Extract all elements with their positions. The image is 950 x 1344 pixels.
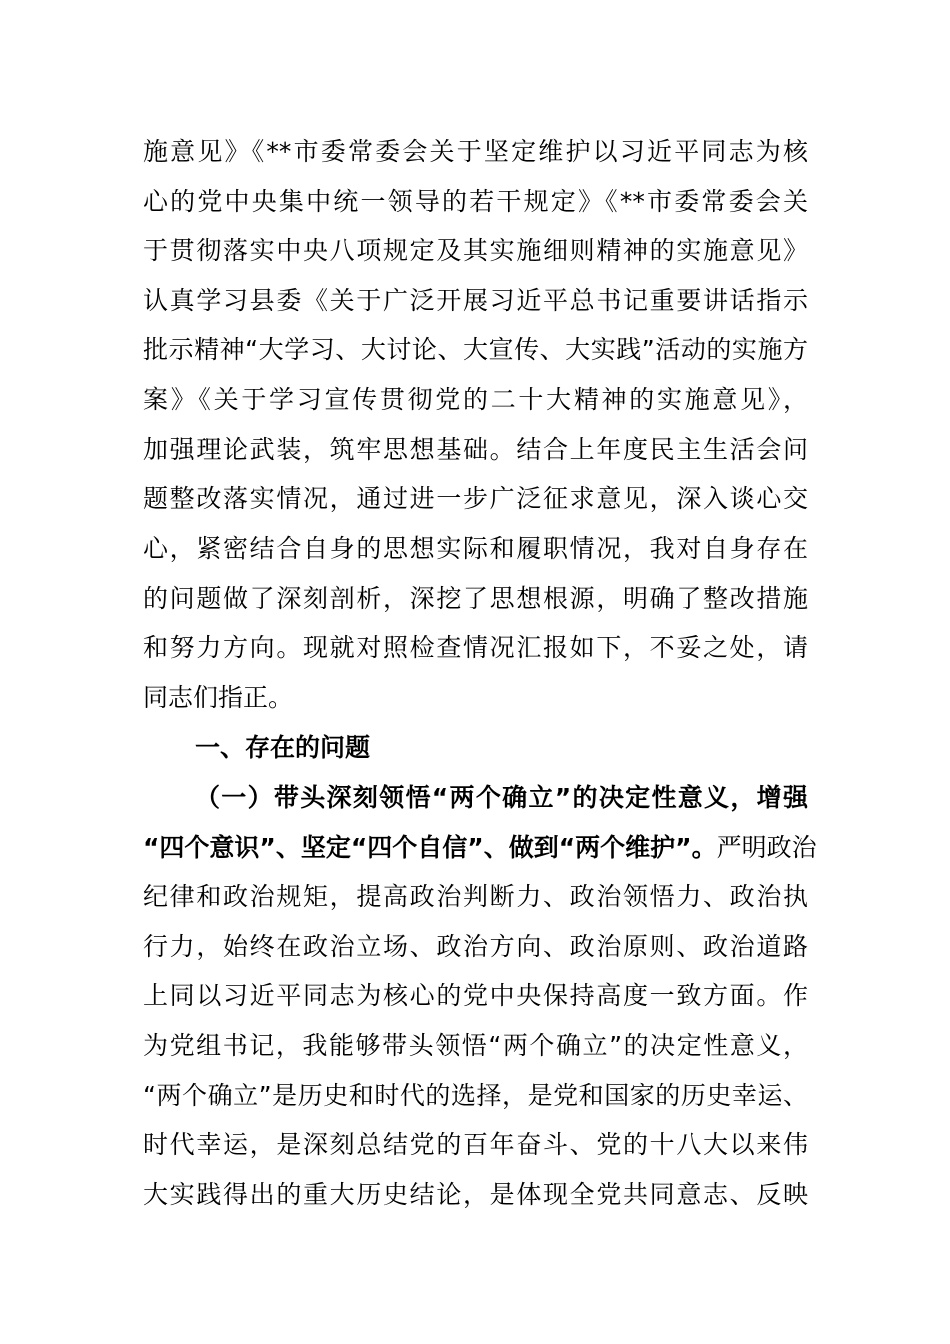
body-line-6: 时代幸运，是深刻总结党的百年奋斗、党的十八大以来伟	[143, 1130, 808, 1159]
paragraph-line-9: 心，紧密结合自身的思想实际和履职情况，我对自身存在	[143, 534, 808, 563]
body-line-1: 纪律和政治规矩，提高政治判断力、政治领悟力、政治执	[143, 882, 808, 911]
paragraph-line-4: 认真学习县委《关于广泛开展习近平总书记重要讲话指示	[143, 286, 808, 315]
paragraph-line-10: 的问题做了深刻剖析，深挖了思想根源，明确了整改措施	[143, 584, 808, 613]
paragraph-line-5: 批示精神“大学习、大讨论、大宣传、大实践”活动的实施方	[143, 335, 808, 364]
paragraph-line-11: 和努力方向。现就对照检查情况汇报如下，不妥之处，请	[143, 633, 808, 662]
body-line-4: 为党组书记，我能够带头领悟“两个确立”的决定性意义，	[143, 1031, 808, 1060]
paragraph-line-3: 于贯彻落实中央八项规定及其实施细则精神的实施意见》	[143, 236, 808, 265]
subsection-body-start: 严明政治	[716, 833, 817, 862]
body-line-2: 行力，始终在政治立场、政治方向、政治原则、政治道路	[143, 932, 808, 961]
paragraph-line-8: 题整改落实情况，通过进一步广泛征求意见，深入谈心交	[143, 484, 808, 513]
body-line-3: 上同以习近平同志为核心的党中央保持高度一致方面。作	[143, 981, 808, 1010]
body-line-5: “两个确立”是历史和时代的选择，是党和国家的历史幸运、	[143, 1081, 808, 1110]
body-line-7: 大实践得出的重大历史结论，是体现全党共同意志、反映	[143, 1180, 808, 1209]
paragraph-line-1: 施意见》《**市委常委会关于坚定维护以习近平同志为核	[143, 137, 808, 166]
section-heading: 一、存在的问题	[195, 733, 371, 762]
paragraph-line-6: 案》《关于学习宣传贯彻党的二十大精神的实施意见》，	[143, 385, 808, 414]
subsection-heading-bold-part: “四个意识”、坚定“四个自信”、做到“两个维护”。	[143, 833, 717, 862]
paragraph-line-12: 同志们指正。	[143, 683, 294, 712]
subsection-heading-line-2	[143, 828, 817, 868]
paragraph-line-7: 加强理论武装，筑牢思想基础。结合上年度民主生活会问	[143, 435, 808, 464]
paragraph-line-2: 心的党中央集中统一领导的若干规定》《**市委常委会关	[143, 187, 808, 216]
subsection-heading-line-1: （一）带头深刻领悟“两个确立”的决定性意义，增强	[195, 783, 808, 812]
